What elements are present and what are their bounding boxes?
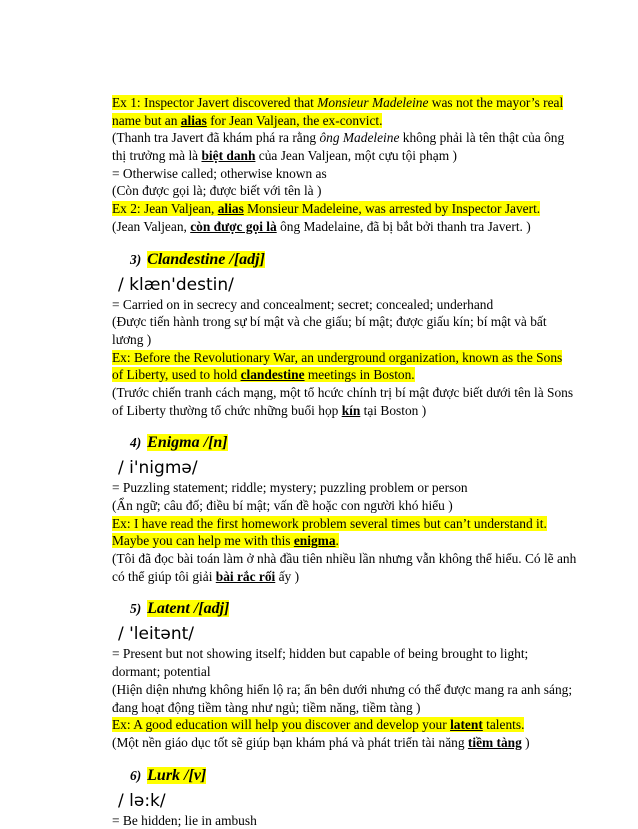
translation-text: của Jean Valjean, một cựu tội phạm )	[255, 148, 457, 164]
translated-keyword: còn được gọi là	[190, 218, 277, 234]
translation-text: )	[521, 734, 530, 750]
pronunciation	[112, 274, 602, 296]
example-text: of Liberty, used to hold	[112, 367, 241, 383]
translated-keyword: bài rắc rối	[215, 568, 276, 584]
translation-text: of Liberty thường tổ chức những buổi họp	[112, 402, 342, 418]
entry-heading	[112, 246, 602, 274]
entry-number: 4)	[130, 435, 142, 451]
translation-line	[112, 218, 602, 236]
example-text: .	[335, 533, 339, 549]
definition-line: = Puzzling statement; riddle; mystery; puzzling problem or person	[112, 480, 468, 496]
ipa-text: / klæn'destin/	[118, 274, 234, 295]
example-text: Monsieur Madeleine, was arrested by Inspector Javert.	[243, 201, 541, 217]
example-text: Ex 2: Jean Valjean,	[112, 201, 218, 217]
definition-line: = Be hidden; lie in ambush	[112, 812, 257, 828]
example-text: for Jean Valjean, the ex-convict.	[206, 112, 383, 128]
example-line	[112, 94, 602, 112]
translation-text: (Thanh tra Javert đã khám phá ra rằng	[112, 130, 320, 146]
keyword-enigma: enigma	[293, 533, 336, 549]
example-text: Ex: A good education will help you discover and develop your	[112, 717, 451, 733]
translation-line	[112, 402, 602, 420]
entry-term: Clandestine /[adj]	[147, 250, 265, 268]
keyword-latent: latent	[450, 717, 483, 733]
keyword-alias: alias	[180, 112, 207, 128]
entry-term: Lurk /[v]	[147, 766, 207, 784]
definition-translation-line: (Ẩn ngữ; câu đố; điều bí mật; vấn đề hoặc con người khó hiểu )	[112, 498, 453, 513]
translation-line: (Trước chiến tranh cách mạng, một tổ hcức chính trị bí mật được biết dưới tên là Sons	[112, 384, 574, 400]
translation-text: tại Boston )	[360, 402, 427, 418]
example-line	[112, 112, 602, 130]
entry-number: 6)	[130, 767, 142, 783]
example-text: meetings in Boston.	[304, 367, 415, 383]
example-line	[112, 349, 602, 367]
translation-text: có thể giúp tôi giải	[112, 568, 216, 584]
pronunciation	[112, 623, 602, 645]
translated-keyword: tiềm tàng	[467, 734, 522, 750]
translation-line: (Tôi đã đọc bài toán làm ở nhà đầu tiên nhiều lần nhưng vẫn không thể hiểu. Có lẽ anh	[112, 551, 577, 567]
translation-italic-text: ông Madeleine	[319, 130, 400, 146]
example-text: Ex 1: Inspector Javert discovered that	[112, 95, 318, 110]
translation-text: không phải là tên thật của ông	[399, 130, 565, 146]
example-line	[112, 532, 602, 550]
translation-text: ấy )	[275, 568, 300, 584]
ipa-text: / 'leitənt/	[118, 624, 195, 645]
keyword-alias: alias	[217, 201, 244, 217]
example-text: talents.	[482, 717, 525, 733]
translation-text: ông Madelaine, đã bị bắt bởi thanh tra Javert. )	[276, 218, 531, 234]
definition-translation-line: (Được tiến hành trong sự bí mật và che giấu; bí mật; được giấu kín; bí mật và bất	[112, 314, 547, 330]
example-line	[112, 200, 602, 218]
translation-line	[112, 734, 602, 752]
example-text: was not the mayor’s real	[428, 95, 564, 110]
entry-heading	[112, 595, 602, 623]
definition-line: = Otherwise called; otherwise known as	[112, 165, 327, 181]
example-italic-text: Monsieur Madeleine	[317, 95, 429, 110]
translation-text: thị trưởng mà là	[112, 148, 202, 164]
translation-line	[112, 568, 602, 586]
document-page	[112, 94, 602, 829]
definition-translation-line: lương )	[112, 331, 152, 347]
entry-number: 3)	[130, 251, 142, 267]
translation-text: (Một nền giáo dục tốt sẽ giúp bạn khám phá và phát triển tài năng	[112, 734, 468, 750]
example-text: Ex: I have read the first homework problem several times but can’t understand it.	[112, 515, 547, 531]
translation-line	[112, 147, 602, 165]
pronunciation	[112, 790, 602, 812]
definition-line: = Carried on in secrecy and concealment; secret; concealed; underhand	[112, 296, 494, 312]
ipa-text: / lə:k/	[118, 790, 166, 811]
definition-line: = Present but not showing itself; hidden but capable of being brought to light;	[112, 646, 529, 662]
example-text: Maybe you can help me with this	[112, 533, 294, 549]
pronunciation	[112, 457, 602, 479]
example-line	[112, 366, 602, 384]
entry-number: 5)	[130, 601, 142, 617]
definition-translation-line: đang hoạt động tiềm tàng như ngủ; tiềm năng, tiềm tàng )	[112, 699, 421, 715]
translated-keyword: biệt danh	[201, 148, 256, 164]
definition-translation-line: (Còn được gọi là; được biết với tên là )	[112, 183, 322, 199]
translation-text: (Jean Valjean,	[112, 218, 191, 234]
entry-heading	[112, 429, 602, 457]
translated-keyword: kín	[341, 402, 361, 418]
translation-line	[112, 129, 602, 147]
definition-line: dormant; potential	[112, 664, 211, 680]
ipa-text: / i'nigmə/	[118, 458, 198, 479]
definition-translation-line: (Hiện diện nhưng không hiển lộ ra; ẩn bên dưới nhưng có thể được mang ra anh sáng;	[112, 681, 573, 697]
entry-heading	[112, 762, 602, 790]
entry-term: Latent /[adj]	[147, 600, 230, 618]
entry-term: Enigma /[n]	[147, 434, 228, 452]
example-text: Ex: Before the Revolutionary War, an underground organization, known as the Sons	[112, 349, 563, 365]
example-line	[112, 716, 602, 734]
example-line	[112, 515, 602, 533]
keyword-clandestine: clandestine	[240, 367, 305, 383]
example-text: name but an	[112, 112, 181, 128]
